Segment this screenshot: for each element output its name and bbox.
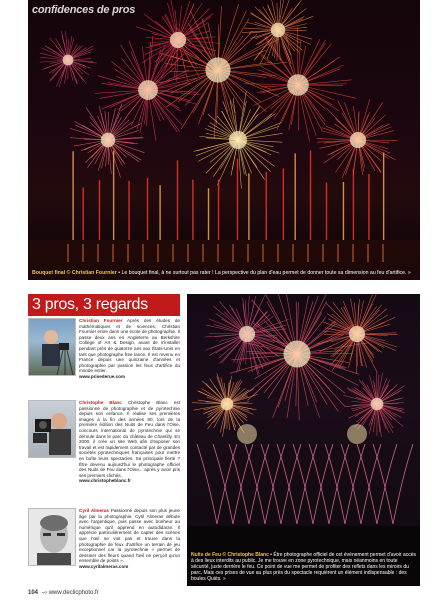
profile-almeras: [28, 508, 180, 570]
profile-text-fournier: [79, 318, 180, 380]
photo2-caption-text: • Étre photographe officiel de cet événement permet d'avoir accès à des lieux interdits au public. Je me trouve en zone pyrotechnique, mais néanmoins en toute sécurité, juste derrière le feu. Ce point de vue me permet de profiter des reflets dans les miroirs du parc. Mais ces prises de vue au plus près du spectacle requièrent un élément indispensable : des boules Quiès. »: [191, 552, 417, 582]
hero-caption: [32, 270, 416, 276]
photo2-caption: [191, 552, 416, 582]
profile-name: Christian Fournier: [79, 318, 123, 323]
profile-url[interactable]: www.christopheblanc.fr: [79, 478, 131, 484]
portrait-blanc: [28, 400, 76, 458]
arrow-icon: –›: [41, 590, 48, 596]
hero-credit: Bouquet final © Christian Fournier: [32, 270, 117, 276]
section-tag: confidences de pros: [32, 4, 136, 16]
portrait-fournier: [28, 318, 76, 376]
portrait-almeras: [28, 508, 76, 566]
profile-text-almeras: [79, 508, 180, 570]
profile-bio: Après des études de mathématiques et de sciences, Christian Fournier entre dans une école de photographie. Il passe deux ans en Angleterre au Berkshire College of Art & Design, avant de s'installer pendant près de quatorze ans aux États-Unis en tant que photographe free lance. Il est revenu en France depuis une quinzaine d'années et photographie par passion les feux d'artifice du monde entier.: [79, 318, 180, 374]
fountain-fireworks-image: [187, 294, 420, 586]
article-title: 3 pros, 3 regards: [28, 294, 180, 316]
profile-blanc: [28, 400, 180, 484]
profile-url[interactable]: www.prisederue.com: [79, 373, 126, 379]
photo2-credit: Nuits de Feu © Christophe Blanc: [191, 552, 269, 558]
secondary-photo: [187, 294, 420, 586]
page-footer: [28, 590, 99, 596]
profile-text-blanc: [79, 400, 180, 484]
fireworks-image: [28, 0, 420, 280]
profile-url[interactable]: www.cyrilalmeras.com: [79, 563, 129, 569]
profile-name: Christophe Blanc: [79, 400, 122, 405]
site-url[interactable]: www.declicphoto.fr: [48, 590, 99, 596]
profiles-column: [28, 318, 180, 586]
profile-name: Cyril Almeras: [79, 508, 109, 513]
page-number: 104: [28, 590, 39, 596]
profile-bio: Christophe Blanc est passionné de photographie et de pyrotechnie depuis son enfance. Il réalise ses premières images à la fin des années 80, lors de la première édition des Nuits de Feu dans l'Oise, concours international de pyrotechnie qui se déroule dans le parc du château de Chantilly. En 2000, il crée un site Web afin d'exposer son travail et est rapidement contacté par de grandes sociétés pyrotechniques françaises pour mettre en boîte leurs spectacles. Sa principale fierté ? Être devenu aujourd'hui le photographe officiel des Nuits de Feu dans l'Oise... après y avoir pris ses premiers clichés.: [79, 400, 180, 478]
hero-caption-text: • Le bouquet final, à ne surtout pas rater ! La perspective du plan d'eau permet de donner toute sa dimension au feu d'artifice. »: [116, 270, 411, 276]
profile-bio: Passionné depuis son plus jeune âge par la photographie, Cyril Almeras débute avec l'argentique, puis passe avec bonheur au numérique qu'il apprend en autodidacte. Il apprécie particulièrement de capter des scènes que l'œil ne voit pas et trouve dans la photographie de feux d'artifice un terrain de jeu exceptionnel car la pyrotechnie « permet de dessiner des fleurs quand l'œil ne perçoit qu'un ensemble de points ».: [79, 508, 180, 564]
profile-fournier: [28, 318, 180, 380]
hero-photo: [28, 0, 420, 280]
